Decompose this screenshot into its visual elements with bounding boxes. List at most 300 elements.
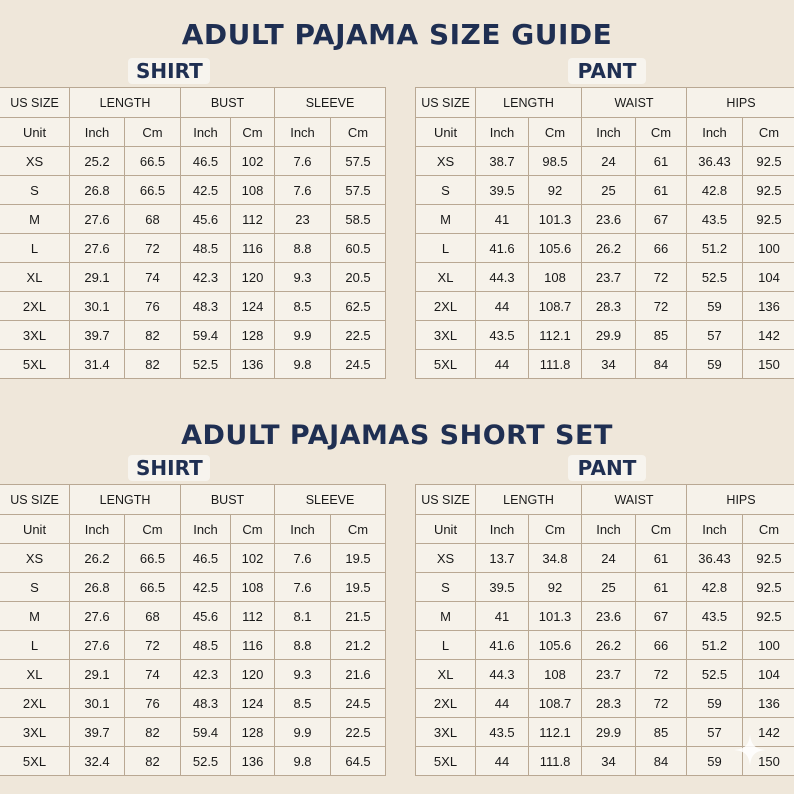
size-cell: XL — [0, 660, 70, 689]
header-cell-unit: Inch — [181, 515, 231, 544]
header-cell-measure: WAIST — [582, 88, 687, 118]
value-cell: 43.5 — [476, 321, 529, 350]
value-cell: 22.5 — [331, 321, 386, 350]
value-cell: 42.5 — [181, 573, 231, 602]
header-cell-measure: LENGTH — [476, 88, 582, 118]
size-cell: L — [0, 234, 70, 263]
size-cell: S — [0, 573, 70, 602]
header-row-unit — [0, 118, 386, 147]
value-cell: 59 — [687, 689, 743, 718]
value-cell: 7.6 — [275, 544, 331, 573]
value-cell: 43.5 — [687, 602, 743, 631]
value-cell: 124 — [231, 292, 275, 321]
table-row — [0, 292, 386, 321]
value-cell: 52.5 — [181, 350, 231, 379]
header-cell-unit: Inch — [582, 118, 636, 147]
header-cell-unit: Inch — [275, 118, 331, 147]
value-cell: 108.7 — [529, 292, 582, 321]
value-cell: 23.6 — [582, 205, 636, 234]
value-cell: 44 — [476, 350, 529, 379]
size-cell: S — [0, 176, 70, 205]
value-cell: 42.8 — [687, 573, 743, 602]
value-cell: 23.7 — [582, 263, 636, 292]
value-cell: 29.1 — [70, 660, 125, 689]
value-cell: 66.5 — [125, 147, 181, 176]
section-2-pant-label: PANT — [568, 455, 646, 481]
value-cell: 72 — [636, 263, 687, 292]
value-cell: 25 — [582, 573, 636, 602]
size-cell: S — [416, 176, 476, 205]
value-cell: 66 — [636, 631, 687, 660]
header-cell-measure: LENGTH — [70, 88, 181, 118]
header-cell-measure: SLEEVE — [275, 485, 386, 515]
header-cell-unit: Cm — [231, 515, 275, 544]
value-cell: 136 — [231, 747, 275, 776]
value-cell: 28.3 — [582, 292, 636, 321]
value-cell: 44.3 — [476, 660, 529, 689]
value-cell: 120 — [231, 263, 275, 292]
header-cell-measure: HIPS — [687, 88, 794, 118]
value-cell: 25.2 — [70, 147, 125, 176]
value-cell: 8.5 — [275, 292, 331, 321]
header-cell-unit: Cm — [636, 118, 687, 147]
value-cell: 128 — [231, 718, 275, 747]
header-cell-unit: Unit — [0, 515, 70, 544]
value-cell: 124 — [231, 689, 275, 718]
header-cell-measure: SLEEVE — [275, 88, 386, 118]
value-cell: 44.3 — [476, 263, 529, 292]
value-cell: 104 — [743, 660, 794, 689]
value-cell: 42.3 — [181, 660, 231, 689]
value-cell: 61 — [636, 147, 687, 176]
value-cell: 112 — [231, 205, 275, 234]
header-cell-size: US SIZE — [416, 88, 476, 118]
value-cell: 120 — [231, 660, 275, 689]
value-cell: 84 — [636, 747, 687, 776]
size-cell: 5XL — [416, 350, 476, 379]
header-cell-unit: Cm — [636, 515, 687, 544]
table-row — [0, 602, 386, 631]
size-cell: XS — [0, 147, 70, 176]
value-cell: 105.6 — [529, 234, 582, 263]
table-row — [416, 205, 794, 234]
sparkle-icon — [732, 732, 768, 768]
table-row — [416, 292, 794, 321]
value-cell: 142 — [743, 718, 794, 747]
value-cell: 44 — [476, 292, 529, 321]
value-cell: 92.5 — [743, 602, 794, 631]
size-cell: XS — [0, 544, 70, 573]
value-cell: 66 — [636, 234, 687, 263]
value-cell: 136 — [743, 292, 794, 321]
header-cell-unit: Inch — [181, 118, 231, 147]
header-cell-unit: Inch — [687, 515, 743, 544]
value-cell: 32.4 — [70, 747, 125, 776]
value-cell: 41.6 — [476, 234, 529, 263]
value-cell: 92.5 — [743, 544, 794, 573]
value-cell: 13.7 — [476, 544, 529, 573]
table-row — [0, 321, 386, 350]
value-cell: 26.2 — [70, 544, 125, 573]
size-cell: XS — [416, 544, 476, 573]
table-row — [0, 147, 386, 176]
value-cell: 92.5 — [743, 147, 794, 176]
header-row-unit — [416, 118, 794, 147]
header-cell-unit: Inch — [275, 515, 331, 544]
value-cell: 108.7 — [529, 689, 582, 718]
header-cell-unit: Cm — [331, 515, 386, 544]
value-cell: 66.5 — [125, 573, 181, 602]
header-cell-unit: Cm — [125, 515, 181, 544]
value-cell: 74 — [125, 660, 181, 689]
value-cell: 9.3 — [275, 263, 331, 292]
value-cell: 48.5 — [181, 631, 231, 660]
value-cell: 84 — [636, 350, 687, 379]
size-cell: 3XL — [416, 321, 476, 350]
value-cell: 128 — [231, 321, 275, 350]
value-cell: 34.8 — [529, 544, 582, 573]
size-cell: M — [416, 205, 476, 234]
value-cell: 34 — [582, 350, 636, 379]
value-cell: 52.5 — [181, 747, 231, 776]
table-row — [416, 602, 794, 631]
section-1-pant-table — [415, 87, 794, 379]
value-cell: 36.43 — [687, 147, 743, 176]
value-cell: 61 — [636, 176, 687, 205]
table-row — [416, 321, 794, 350]
value-cell: 46.5 — [181, 544, 231, 573]
value-cell: 7.6 — [275, 573, 331, 602]
size-cell: L — [416, 631, 476, 660]
value-cell: 66.5 — [125, 544, 181, 573]
header-cell-measure: LENGTH — [476, 485, 582, 515]
header-cell-unit: Unit — [416, 118, 476, 147]
value-cell: 72 — [636, 292, 687, 321]
value-cell: 102 — [231, 147, 275, 176]
value-cell: 9.8 — [275, 747, 331, 776]
value-cell: 98.5 — [529, 147, 582, 176]
value-cell: 61 — [636, 544, 687, 573]
size-cell: M — [0, 205, 70, 234]
value-cell: 34 — [582, 747, 636, 776]
section-2-shirt-label: SHIRT — [128, 455, 210, 481]
header-cell-unit: Inch — [70, 118, 125, 147]
value-cell: 142 — [743, 321, 794, 350]
value-cell: 82 — [125, 718, 181, 747]
value-cell: 22.5 — [331, 718, 386, 747]
value-cell: 38.7 — [476, 147, 529, 176]
value-cell: 45.6 — [181, 602, 231, 631]
value-cell: 42.5 — [181, 176, 231, 205]
value-cell: 26.2 — [582, 631, 636, 660]
header-cell-size: US SIZE — [0, 88, 70, 118]
value-cell: 57 — [687, 321, 743, 350]
table-row — [0, 205, 386, 234]
value-cell: 72 — [636, 660, 687, 689]
value-cell: 112.1 — [529, 321, 582, 350]
value-cell: 67 — [636, 602, 687, 631]
value-cell: 102 — [231, 544, 275, 573]
value-cell: 31.4 — [70, 350, 125, 379]
value-cell: 29.1 — [70, 263, 125, 292]
section-1-shirt-table — [0, 87, 386, 379]
value-cell: 59.4 — [181, 321, 231, 350]
header-cell-measure: WAIST — [582, 485, 687, 515]
table-row — [416, 631, 794, 660]
value-cell: 68 — [125, 205, 181, 234]
value-cell: 92.5 — [743, 573, 794, 602]
header-cell-unit: Inch — [476, 515, 529, 544]
value-cell: 39.5 — [476, 573, 529, 602]
header-cell-unit: Unit — [416, 515, 476, 544]
value-cell: 23.6 — [582, 602, 636, 631]
header-row-measure — [0, 485, 386, 515]
value-cell: 111.8 — [529, 350, 582, 379]
header-cell-unit: Cm — [743, 515, 794, 544]
size-cell: L — [0, 631, 70, 660]
size-cell: 3XL — [0, 718, 70, 747]
value-cell: 74 — [125, 263, 181, 292]
size-cell: 2XL — [0, 689, 70, 718]
value-cell: 21.2 — [331, 631, 386, 660]
value-cell: 48.3 — [181, 292, 231, 321]
value-cell: 24 — [582, 544, 636, 573]
value-cell: 19.5 — [331, 573, 386, 602]
size-cell: 2XL — [0, 292, 70, 321]
value-cell: 30.1 — [70, 689, 125, 718]
header-cell-unit: Cm — [125, 118, 181, 147]
value-cell: 72 — [125, 234, 181, 263]
value-cell: 29.9 — [582, 321, 636, 350]
header-cell-unit: Cm — [331, 118, 386, 147]
value-cell: 19.5 — [331, 544, 386, 573]
value-cell: 136 — [743, 689, 794, 718]
value-cell: 8.8 — [275, 631, 331, 660]
table-row — [416, 660, 794, 689]
value-cell: 52.5 — [687, 660, 743, 689]
value-cell: 64.5 — [331, 747, 386, 776]
value-cell: 7.6 — [275, 147, 331, 176]
value-cell: 92 — [529, 176, 582, 205]
value-cell: 24.5 — [331, 689, 386, 718]
table-row — [416, 573, 794, 602]
value-cell: 57.5 — [331, 147, 386, 176]
value-cell: 24.5 — [331, 350, 386, 379]
table-row — [416, 263, 794, 292]
header-row-measure — [416, 88, 794, 118]
value-cell: 59 — [687, 747, 743, 776]
value-cell: 42.8 — [687, 176, 743, 205]
table-row — [416, 689, 794, 718]
value-cell: 101.3 — [529, 205, 582, 234]
table-row — [416, 176, 794, 205]
value-cell: 26.8 — [70, 573, 125, 602]
value-cell: 85 — [636, 718, 687, 747]
header-cell-measure: LENGTH — [70, 485, 181, 515]
value-cell: 105.6 — [529, 631, 582, 660]
value-cell: 44 — [476, 747, 529, 776]
value-cell: 23.7 — [582, 660, 636, 689]
value-cell: 41 — [476, 205, 529, 234]
value-cell: 27.6 — [70, 234, 125, 263]
value-cell: 41.6 — [476, 631, 529, 660]
header-row-measure — [416, 485, 794, 515]
value-cell: 82 — [125, 747, 181, 776]
header-cell-unit: Cm — [231, 118, 275, 147]
size-cell: 2XL — [416, 292, 476, 321]
table-row — [0, 631, 386, 660]
value-cell: 23 — [275, 205, 331, 234]
value-cell: 21.6 — [331, 660, 386, 689]
header-row-measure — [0, 88, 386, 118]
value-cell: 67 — [636, 205, 687, 234]
value-cell: 30.1 — [70, 292, 125, 321]
value-cell: 61 — [636, 573, 687, 602]
value-cell: 20.5 — [331, 263, 386, 292]
size-cell: M — [416, 602, 476, 631]
value-cell: 62.5 — [331, 292, 386, 321]
value-cell: 92 — [529, 573, 582, 602]
value-cell: 51.2 — [687, 234, 743, 263]
size-cell: 3XL — [416, 718, 476, 747]
value-cell: 39.7 — [70, 321, 125, 350]
table-row — [0, 176, 386, 205]
value-cell: 52.5 — [687, 263, 743, 292]
value-cell: 8.8 — [275, 234, 331, 263]
size-cell: 5XL — [0, 350, 70, 379]
value-cell: 92.5 — [743, 176, 794, 205]
header-cell-unit: Inch — [70, 515, 125, 544]
size-cell: XS — [416, 147, 476, 176]
header-cell-unit: Cm — [743, 118, 794, 147]
value-cell: 66.5 — [125, 176, 181, 205]
header-cell-unit: Cm — [529, 118, 582, 147]
value-cell: 76 — [125, 292, 181, 321]
value-cell: 41 — [476, 602, 529, 631]
value-cell: 108 — [529, 263, 582, 292]
value-cell: 57 — [687, 718, 743, 747]
value-cell: 68 — [125, 602, 181, 631]
value-cell: 92.5 — [743, 205, 794, 234]
section-1-pant-label: PANT — [568, 58, 646, 84]
table-row — [0, 263, 386, 292]
table-row — [0, 660, 386, 689]
section-1-title: ADULT PAJAMA SIZE GUIDE — [181, 18, 613, 51]
value-cell: 43.5 — [687, 205, 743, 234]
value-cell: 136 — [231, 350, 275, 379]
value-cell: 101.3 — [529, 602, 582, 631]
size-cell: 5XL — [0, 747, 70, 776]
value-cell: 9.8 — [275, 350, 331, 379]
table-row — [0, 689, 386, 718]
value-cell: 57.5 — [331, 176, 386, 205]
table-row — [0, 350, 386, 379]
value-cell: 59.4 — [181, 718, 231, 747]
value-cell: 9.9 — [275, 718, 331, 747]
size-cell: 5XL — [416, 747, 476, 776]
section-2-shirt-table — [0, 484, 386, 776]
value-cell: 108 — [529, 660, 582, 689]
value-cell: 51.2 — [687, 631, 743, 660]
value-cell: 42.3 — [181, 263, 231, 292]
size-cell: 3XL — [0, 321, 70, 350]
value-cell: 100 — [743, 234, 794, 263]
header-cell-unit: Inch — [582, 515, 636, 544]
section-2-title: ADULT PAJAMAS SHORT SET — [181, 420, 613, 451]
value-cell: 82 — [125, 321, 181, 350]
table-row — [0, 718, 386, 747]
size-cell: M — [0, 602, 70, 631]
value-cell: 116 — [231, 631, 275, 660]
value-cell: 9.9 — [275, 321, 331, 350]
value-cell: 36.43 — [687, 544, 743, 573]
header-row-unit — [416, 515, 794, 544]
size-cell: S — [416, 573, 476, 602]
value-cell: 48.3 — [181, 689, 231, 718]
value-cell: 9.3 — [275, 660, 331, 689]
value-cell: 116 — [231, 234, 275, 263]
value-cell: 24 — [582, 147, 636, 176]
value-cell: 60.5 — [331, 234, 386, 263]
value-cell: 58.5 — [331, 205, 386, 234]
value-cell: 108 — [231, 176, 275, 205]
value-cell: 85 — [636, 321, 687, 350]
size-cell: XL — [416, 263, 476, 292]
header-cell-unit: Cm — [529, 515, 582, 544]
value-cell: 111.8 — [529, 747, 582, 776]
value-cell: 29.9 — [582, 718, 636, 747]
value-cell: 27.6 — [70, 602, 125, 631]
value-cell: 76 — [125, 689, 181, 718]
size-cell: XL — [416, 660, 476, 689]
header-cell-size: US SIZE — [416, 485, 476, 515]
value-cell: 59 — [687, 292, 743, 321]
value-cell: 27.6 — [70, 205, 125, 234]
value-cell: 21.5 — [331, 602, 386, 631]
value-cell: 8.1 — [275, 602, 331, 631]
value-cell: 59 — [687, 350, 743, 379]
value-cell: 82 — [125, 350, 181, 379]
value-cell: 39.5 — [476, 176, 529, 205]
size-cell: L — [416, 234, 476, 263]
table-row — [416, 350, 794, 379]
table-row — [0, 234, 386, 263]
table-row — [0, 573, 386, 602]
header-cell-unit: Inch — [687, 118, 743, 147]
table-row — [416, 544, 794, 573]
value-cell: 44 — [476, 689, 529, 718]
value-cell: 45.6 — [181, 205, 231, 234]
value-cell: 43.5 — [476, 718, 529, 747]
header-cell-size: US SIZE — [0, 485, 70, 515]
header-cell-unit: Inch — [476, 118, 529, 147]
header-cell-measure: BUST — [181, 485, 275, 515]
size-cell: 2XL — [416, 689, 476, 718]
value-cell: 28.3 — [582, 689, 636, 718]
table-row — [416, 234, 794, 263]
value-cell: 104 — [743, 263, 794, 292]
header-cell-unit: Unit — [0, 118, 70, 147]
value-cell: 46.5 — [181, 147, 231, 176]
header-cell-measure: BUST — [181, 88, 275, 118]
value-cell: 7.6 — [275, 176, 331, 205]
value-cell: 100 — [743, 631, 794, 660]
size-cell: XL — [0, 263, 70, 292]
value-cell: 25 — [582, 176, 636, 205]
value-cell: 72 — [636, 689, 687, 718]
table-row — [0, 544, 386, 573]
value-cell: 112 — [231, 602, 275, 631]
